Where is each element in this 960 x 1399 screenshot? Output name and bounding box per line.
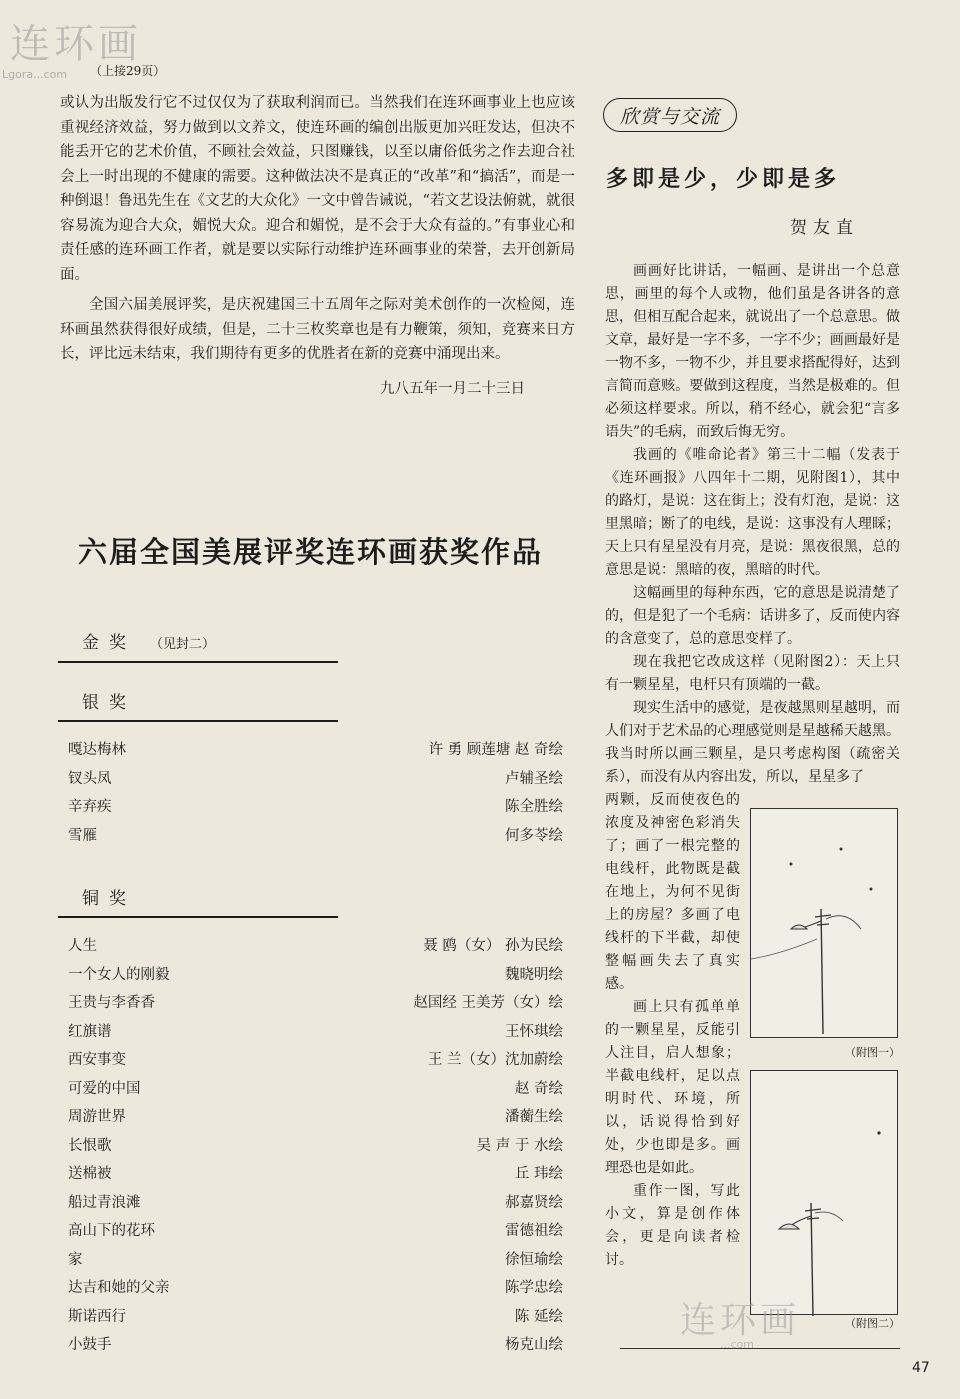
list-item (68, 1077, 563, 1106)
article-paragraph-4: 现在我把它改成这样（见附图2）：天上只有一颗星星，电杆只有顶端的一截。 (605, 654, 900, 693)
article-title: 多即是少，少即是多 (606, 167, 841, 192)
bronze-award-rule (58, 916, 338, 918)
list-item (68, 795, 563, 824)
article-author: 贺友直 (790, 218, 859, 238)
work-title: 雪雁 (68, 827, 97, 844)
work-title: 小鼓手 (68, 1337, 112, 1353)
figure-1-streetlamp (750, 808, 898, 1038)
work-authors: 杨克山绘 (505, 1337, 563, 1353)
gold-award-label: 金奖 (82, 633, 136, 653)
bronze-award-list (68, 934, 563, 1362)
watermark-bottom: 连环画 (680, 1300, 801, 1341)
article-paragraph-1: 画画好比讲话，一幅画、是讲出一个总意思，画里的每个人或物，他们虽是各讲各的意思，但相互配合起来，就说出了一个总意思。做文章，最好是一字不多，一字不少；画画最好是一物不多，一物不少，并且要求搭配得好，达到言简而意赅。要做到这程度，当然是极难的。但必须这样要求。所以，稍不经心，就会犯“言多语失”的毛病，而致后悔无穷。 (605, 263, 900, 440)
awards-title: 六届全国美展评奖连环画获奖作品 (78, 535, 544, 569)
work-authors: 陈学忠绘 (505, 1280, 563, 1296)
work-authors: 丘 玮绘 (514, 1166, 563, 1182)
work-title: 高山下的花环 (68, 1223, 155, 1239)
work-title: 人生 (68, 938, 97, 954)
bronze-award-label: 铜奖 (82, 889, 136, 909)
work-title: 王贵与李香香 (68, 995, 155, 1011)
list-item (68, 824, 563, 853)
list-item (68, 991, 563, 1020)
work-title: 周游世界 (68, 1109, 126, 1125)
work-authors: 陈全胜绘 (505, 799, 563, 815)
watermark-top: 连环画 (10, 21, 142, 67)
work-authors: 陈 延绘 (514, 1308, 563, 1325)
list-item (68, 934, 563, 963)
gold-award-heading (82, 628, 215, 653)
silver-award-list (68, 738, 563, 852)
work-title: 钗头凤 (68, 770, 112, 787)
work-authors: 王怀琪绘 (505, 1023, 563, 1040)
work-authors: 魏晓明绘 (505, 966, 563, 983)
work-authors: 郝嘉贤绘 (505, 1194, 563, 1211)
work-authors: 聂 鸥（女） 孙为民绘 (423, 938, 563, 954)
silver-award-label: 银奖 (82, 693, 136, 713)
streetlamp-illustration-2 (751, 1071, 899, 1316)
gold-award-note: （见封二） (150, 637, 216, 652)
work-authors: 雷德祖绘 (505, 1223, 563, 1239)
figure-2-streetlamp (750, 1070, 898, 1315)
watermark-top-sub: Lgora...com (2, 68, 68, 81)
editorial-date: 九八五年一月二十三日 (380, 380, 525, 397)
list-item (68, 1134, 563, 1163)
column-badge: 欣赏与交流 (603, 98, 737, 132)
left-column (60, 62, 575, 398)
article-narrow-column (605, 789, 740, 1272)
list-item (68, 1276, 563, 1305)
list-item (68, 1219, 563, 1248)
list-item (68, 1048, 563, 1077)
work-title: 嘎达梅林 (68, 742, 126, 758)
figure-2-caption: （附图二） (845, 1317, 900, 1330)
list-item (68, 1020, 563, 1049)
work-title: 辛弃疾 (68, 799, 112, 815)
article-paragraph-2: 我画的《唯命论者》第三十二幅（发表于《连环画报》八四年十二期，见附图1），其中的路灯，是说：这在街上；没有灯泡，是说：这里黑暗；断了的电线，是说：这事没有人理睬；天上只有星星没有月亮，是说：黑夜很黑，总的意思是说：黑暗的夜，黑暗的时代。 (605, 447, 900, 578)
work-authors: 王 兰（女）沈加蔚绘 (427, 1052, 563, 1068)
work-title: 家 (68, 1251, 83, 1268)
watermark-bottom-sub: ...com (720, 1338, 754, 1351)
work-title: 红旗谱 (68, 1023, 112, 1040)
list-item (68, 1105, 563, 1134)
work-authors: 何多苓绘 (505, 827, 563, 844)
silver-award-rule (58, 720, 338, 722)
work-authors: 赵 奇绘 (514, 1080, 563, 1097)
list-item (68, 963, 563, 992)
editorial-paragraph-1: 或认为出版发行它不过仅仅为了获取利润而已。当然我们在连环画事业上也应该重视经济效益，努力做到以文养文，使连环画的编创出版更加兴旺发达，但决不能丢开它的艺术价值，不顾社会效益，只图赚钱，以至以庸俗低劣之作去迎合社会上一时出现的不健康的需要。这种做法决不是真正的“改革”和“搞活”，而是一种倒退！鲁迅先生在《文艺的大众化》一文中曾告诫说，“若文艺设法俯就，就很容易流为迎合大众，媚悦大众。迎合和媚悦，是不会于大众有益的。”有事业心和责任感的连环画工作者，就是要以实际行动维护连环画事业的荣誉，去开创新局面。 (60, 95, 575, 283)
continued-note: （上接29页） (90, 64, 166, 78)
work-title: 可爱的中国 (68, 1080, 141, 1097)
work-title: 一个女人的刚毅 (68, 966, 170, 983)
article-paragraph-3: 这幅画里的每种东西，它的意思是说清楚了的，但是犯了一个毛病：话讲多了，反而使内容的含意变了，总的意思变样了。 (605, 585, 900, 647)
figure-1-caption: （附图一） (845, 1046, 900, 1059)
work-authors: 徐恒瑜绘 (505, 1251, 563, 1268)
work-authors: 吴 声 于 水绘 (476, 1137, 563, 1154)
bronze-award-heading (82, 884, 136, 909)
list-item (68, 767, 563, 796)
work-authors: 许 勇 顾莲塘 赵 奇绘 (428, 742, 563, 758)
work-authors: 潘蘅生绘 (505, 1109, 563, 1125)
page-number: 47 (912, 1360, 930, 1376)
work-authors: 卢辅圣绘 (505, 770, 563, 787)
gold-award-rule (58, 661, 338, 663)
work-authors: 赵国经 王美芳（女）绘 (413, 995, 563, 1011)
work-title: 长恨歌 (68, 1137, 112, 1154)
list-item (68, 1162, 563, 1191)
work-title: 斯诺西行 (68, 1308, 126, 1325)
list-item (68, 1305, 563, 1334)
article-paragraph-5: 现实生活中的感觉，是夜越黑则星越明，而人们对于艺术品的心理感觉则是星越稀天越黑。我当时所以画三颗星，是只考虑构图（疏密关系），而没有从内容出发，所以，星星多了 (605, 700, 900, 785)
silver-award-heading (82, 688, 136, 713)
work-title: 船过青浪滩 (68, 1194, 141, 1211)
article-paragraph-5b: 两颗，反而使夜色的浓度及神密色彩消失了；画了一根完整的电线杆，此物既是截在地上，为何不见街上的房屋？多画了电线杆的下半截，却使整幅画失去了真实感。 (605, 792, 740, 992)
article-paragraph-6: 画上只有孤单单的一颗星星，反能引人注目，启人想象；半截电线杆，足以点明时代、环境，所以，话说得恰到好处，少也即是多。画理恐也是如此。 (605, 999, 740, 1176)
editorial-paragraph-2: 全国六届美展评奖，是庆祝建国三十五周年之际对美术创作的一次检阅，连环画虽然获得很好成绩，但是，二十三枚奖章也是有力鞭策，须知，竞赛来日方长，评比远未结束，我们期待有更多的优胜者在新的竞赛中涌现出来。 (60, 297, 575, 362)
work-title: 西安事变 (68, 1052, 126, 1068)
list-item (68, 738, 563, 767)
streetlamp-illustration-1 (751, 809, 899, 1039)
list-item (68, 1248, 563, 1277)
work-title: 送棉被 (68, 1166, 112, 1182)
list-item (68, 1191, 563, 1220)
footer-rule (620, 1348, 900, 1349)
work-title: 达吉和她的父亲 (68, 1280, 170, 1296)
article-paragraph-7: 重作一图，写此小文，算是创作体会，更是向读者检讨。 (605, 1183, 740, 1268)
list-item (68, 1333, 563, 1362)
